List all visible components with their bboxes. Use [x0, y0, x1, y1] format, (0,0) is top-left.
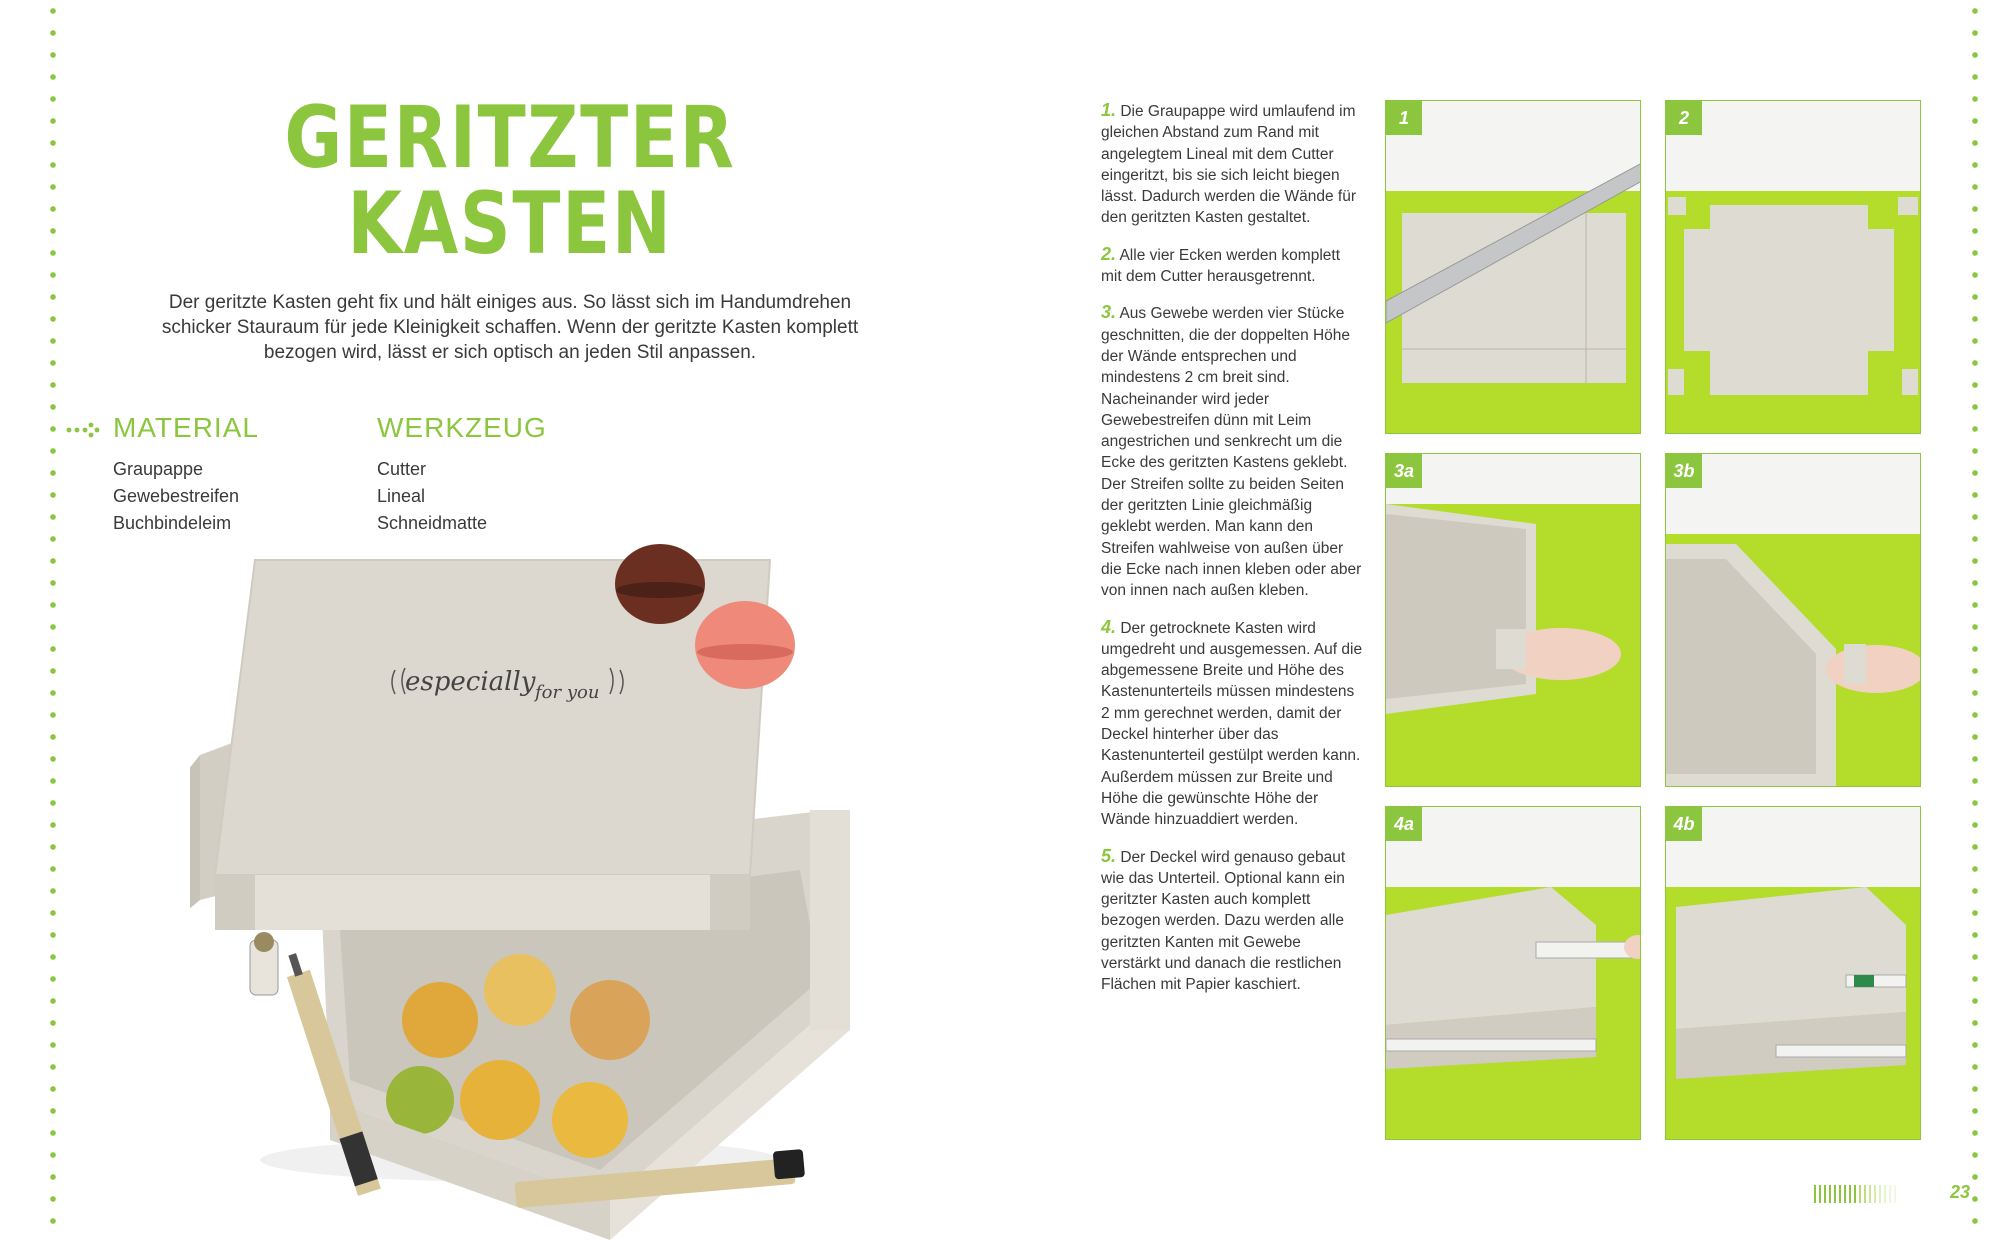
- dotted-border-left: [50, 0, 56, 1240]
- material-item: Graupappe: [113, 459, 204, 479]
- footer-bars-icon: [1814, 1185, 1924, 1203]
- step-1: 1. Die Graupappe wird umlaufend im gleichen Abstand zum Rand mit angelegtem Lineal mit dem Cutter eingeritzt, bis sie sich leicht biegen lässt. Dadurch werden die Wände für den geritzten Kasten gestaltet.: [1101, 100, 1357, 227]
- step-photo-3b: [1665, 453, 1921, 787]
- lid-text-for-you: for you: [535, 682, 600, 703]
- material-list: [113, 456, 239, 537]
- dotted-arrow-icon: [66, 422, 100, 438]
- werkzeug-heading: WERKZEUG: [377, 412, 547, 443]
- tile-label-4a: 4a: [1386, 807, 1422, 841]
- step-photo-1: [1385, 100, 1641, 434]
- step-4: 4. Der getrocknete Kasten wird umgedreht und ausgemessen. Auf die abgemessene Breite und Höhe des Kastenunterteils müssen mindestens 2 mm gerechnet werden, damit der Deckel hinterher über das Kastenunterteil gestülpt werden kann. Außerdem müssen zur Breite und Höhe die gewünschte Höhe der Wände hinzuaddiert werden.: [1101, 616, 1363, 829]
- step-photo-2: [1665, 100, 1921, 434]
- tile-label-1: 1: [1386, 101, 1422, 135]
- title-line-1: GERITZTER: [284, 88, 736, 188]
- intro-text: Der geritzte Kasten geht fix und hält einiges aus. So lässt sich im Handumdrehen schicker Stauraum für jede Kleinigkeit schaffen. Wenn der geritzte Kasten komplett bezogen wird, lässt er sich optisch an jeden Stil anpassen.: [161, 292, 859, 363]
- title-line-2: KASTEN: [347, 174, 673, 274]
- dotted-border-right: [1972, 0, 1978, 1240]
- tile-label-3a: 3a: [1386, 454, 1422, 488]
- material-item: Gewebestreifen: [113, 486, 240, 506]
- lid-text-especially: especially: [405, 667, 536, 697]
- werkzeug-item: Lineal: [377, 486, 426, 506]
- step-photo-4a: [1385, 806, 1641, 1140]
- step-5: 5. Der Deckel wird genauso gebaut wie das Unterteil. Optional kann ein geritzter Kasten auch komplett bezogen werden. Dazu werden alle geritzten Kanten mit Gewebe verstärkt und danach die restlichen Flächen mit Papier kaschiert.: [1101, 845, 1346, 994]
- page-title: [256, 88, 764, 274]
- step-3: 3. Aus Gewebe werden vier Stücke geschnitten, die der doppelten Höhe der Wände entsprechen und mindestens 2 cm breit sind. Nacheinander wird jeder Gewebestreifen dünn mit Leim angestrichen und senkrecht um die Ecke des geritzten Kastens geklebt. Der Streifen sollte zu beiden Seiten der geritzten Linie gleichmäßig geklebt werden. Man kann den Streifen wahlweise von außen über die Ecke nach innen kleben oder aber von innen nach außen kleben.: [1101, 302, 1362, 600]
- material-item: Buchbindeleim: [113, 513, 232, 533]
- step-2: 2. Alle vier Ecken werden komplett mit dem Cutter herausgetrennt.: [1101, 243, 1341, 286]
- box-photo: [190, 540, 890, 1240]
- tile-label-4b: 4b: [1666, 807, 1702, 841]
- instruction-steps: [1101, 100, 1363, 1011]
- tile-label-3b: 3b: [1666, 454, 1702, 488]
- page-number: 23: [1950, 1182, 1971, 1202]
- step-photo-4b: [1665, 806, 1921, 1140]
- material-heading: MATERIAL: [113, 412, 259, 443]
- step-photo-3a: [1385, 453, 1641, 787]
- werkzeug-list: [377, 456, 487, 537]
- werkzeug-item: Schneidmatte: [377, 513, 488, 533]
- tile-label-2: 2: [1666, 101, 1702, 135]
- werkzeug-item: Cutter: [377, 459, 427, 479]
